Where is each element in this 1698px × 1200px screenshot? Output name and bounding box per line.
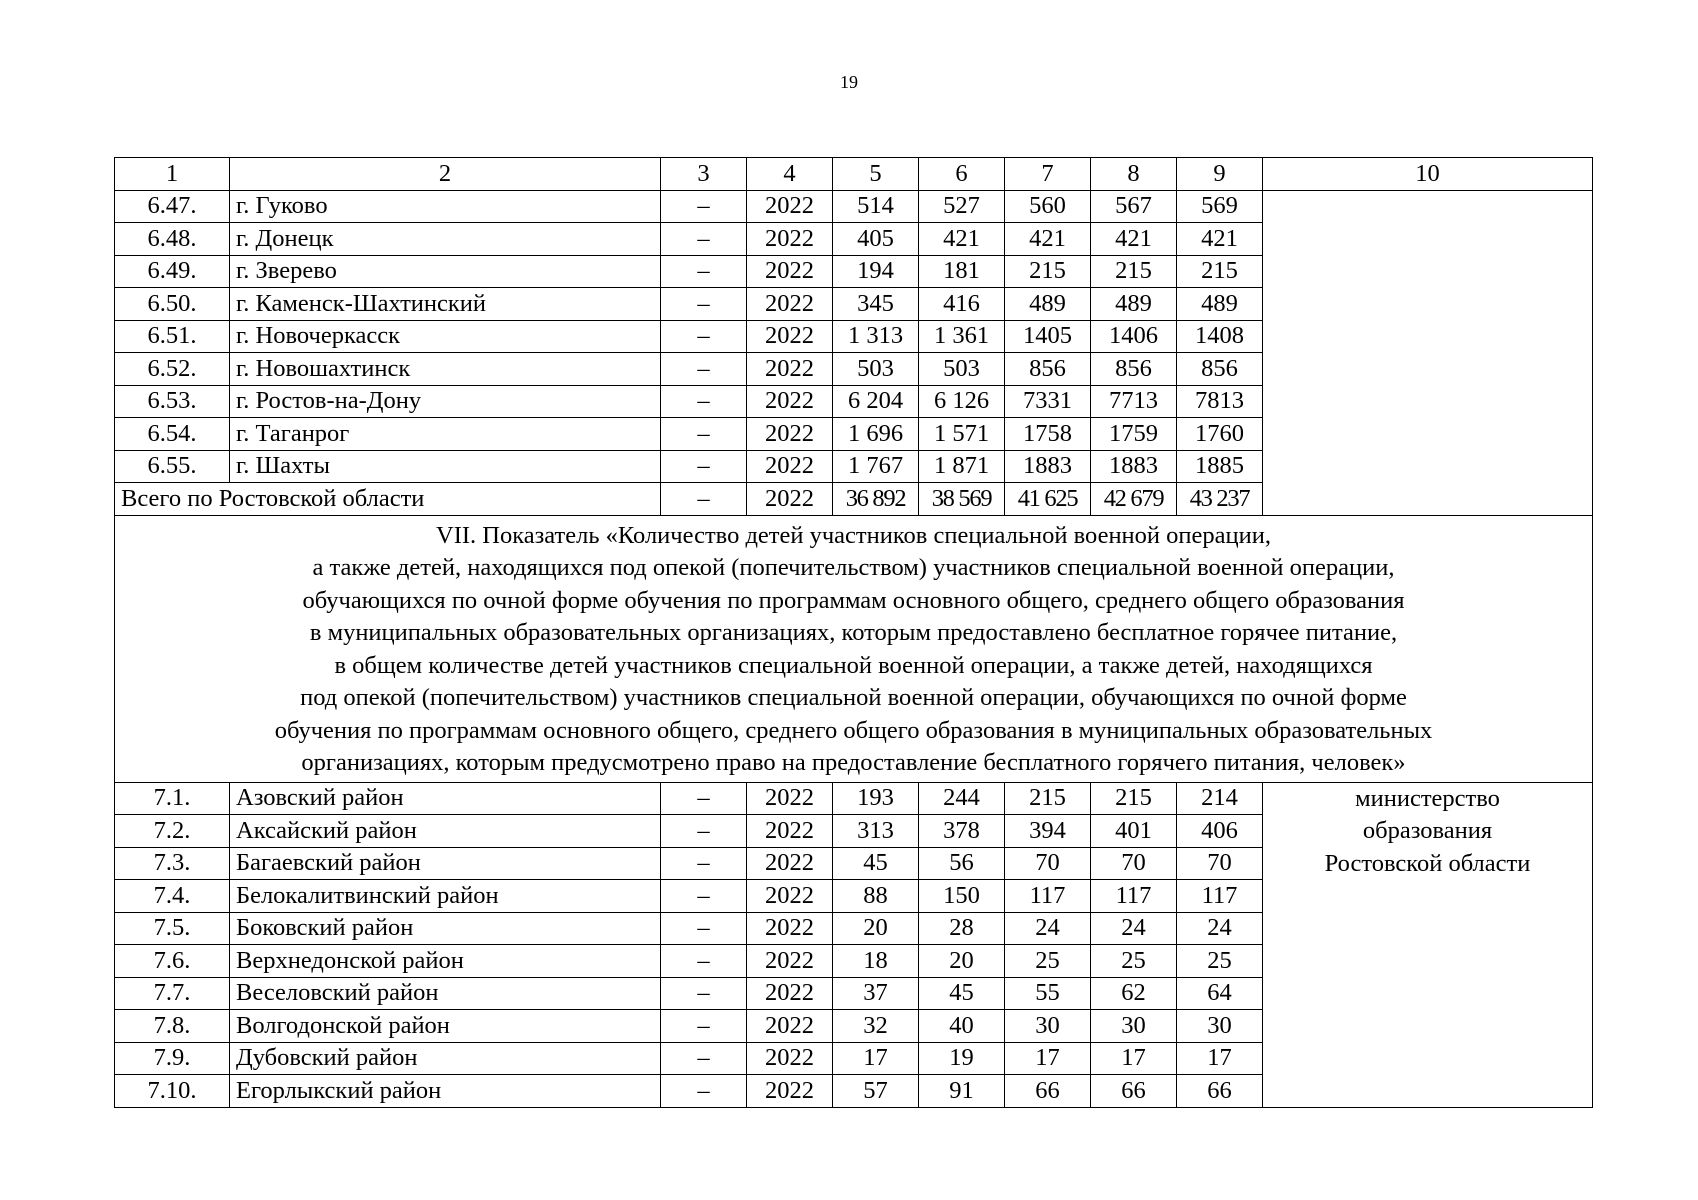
value-col-5: 88: [833, 880, 919, 913]
value-col-5: 514: [833, 190, 919, 223]
value-col-8: 30: [1091, 1010, 1177, 1043]
value-col-5: 32: [833, 1010, 919, 1043]
value-col-8: 7713: [1091, 385, 1177, 418]
value-col-5: 1 313: [833, 320, 919, 353]
responsible-authority-line: министерство: [1355, 784, 1500, 812]
municipality-name: Боковский район: [230, 912, 661, 945]
row-number: 7.1.: [115, 782, 230, 815]
column-3-value: –: [661, 450, 747, 483]
value-col-7: 1758: [1005, 418, 1091, 451]
value-col-7: 560: [1005, 190, 1091, 223]
responsible-authority-line: Ростовской области: [1324, 849, 1531, 877]
value-col-7: 24: [1005, 912, 1091, 945]
value-col-5: 45: [833, 847, 919, 880]
value-col-9: 489: [1177, 288, 1263, 321]
row-number: 7.5.: [115, 912, 230, 945]
municipality-name: г. Таганрог: [230, 418, 661, 451]
municipality-name: Веселовский район: [230, 977, 661, 1010]
base-year: 2022: [747, 847, 833, 880]
base-year: 2022: [747, 353, 833, 386]
base-year: 2022: [747, 1010, 833, 1043]
column-3-value: –: [661, 385, 747, 418]
municipality-name: Верхнедонской район: [230, 945, 661, 978]
value-col-7: 421: [1005, 223, 1091, 256]
column-number-5: 5: [833, 158, 919, 191]
municipality-name: г. Донецк: [230, 223, 661, 256]
value-col-7: 7331: [1005, 385, 1091, 418]
value-col-5: 345: [833, 288, 919, 321]
value-col-6: 181: [919, 255, 1005, 288]
value-col-8: 1883: [1091, 450, 1177, 483]
value-col-9: 1760: [1177, 418, 1263, 451]
value-col-8: 25: [1091, 945, 1177, 978]
row-number: 7.4.: [115, 880, 230, 913]
column-3-value: –: [661, 223, 747, 256]
value-col-9: 25: [1177, 945, 1263, 978]
section-title-line: обучающихся по очной форме обучения по программам основного общего, среднего общего образования: [302, 586, 1405, 614]
value-col-9: 406: [1177, 815, 1263, 848]
value-col-6: 416: [919, 288, 1005, 321]
value-col-6: 378: [919, 815, 1005, 848]
row-number: 6.55.: [115, 450, 230, 483]
base-year: 2022: [747, 1042, 833, 1075]
row-number: 6.52.: [115, 353, 230, 386]
base-year: 2022: [747, 782, 833, 815]
column-3-value: –: [661, 288, 747, 321]
value-col-6: 1 871: [919, 450, 1005, 483]
municipality-name: Аксайский район: [230, 815, 661, 848]
value-col-5: 18: [833, 945, 919, 978]
table-row: [115, 782, 1593, 815]
value-col-8: 62: [1091, 977, 1177, 1010]
value-col-7: 117: [1005, 880, 1091, 913]
municipality-name: Азовский район: [230, 782, 661, 815]
value-col-7: 489: [1005, 288, 1091, 321]
value-col-7: 66: [1005, 1075, 1091, 1108]
column-3-value: –: [661, 912, 747, 945]
value-col-8: 24: [1091, 912, 1177, 945]
value-col-7: 215: [1005, 255, 1091, 288]
municipality-name: Волгодонской район: [230, 1010, 661, 1043]
value-col-6: 1 571: [919, 418, 1005, 451]
value-col-5: 194: [833, 255, 919, 288]
municipality-name: г. Гуково: [230, 190, 661, 223]
total-c3: –: [661, 483, 747, 516]
base-year: 2022: [747, 880, 833, 913]
value-col-7: 1883: [1005, 450, 1091, 483]
total-label: Всего по Ростовской области: [115, 483, 661, 516]
municipality-name: Белокалитвинский район: [230, 880, 661, 913]
value-col-9: 569: [1177, 190, 1263, 223]
value-col-7: 394: [1005, 815, 1091, 848]
column-3-value: –: [661, 880, 747, 913]
municipality-name: г. Новошахтинск: [230, 353, 661, 386]
column-3-value: –: [661, 190, 747, 223]
responsible-authority-cell: [1263, 782, 1593, 1107]
column-3-value: –: [661, 418, 747, 451]
indicator-table: [114, 157, 1593, 1108]
value-col-6: 91: [919, 1075, 1005, 1108]
row-number: 6.50.: [115, 288, 230, 321]
header-row: [115, 158, 1593, 191]
row-number: 7.7.: [115, 977, 230, 1010]
base-year: 2022: [747, 190, 833, 223]
row-number: 6.53.: [115, 385, 230, 418]
column-3-value: –: [661, 1010, 747, 1043]
value-col-5: 20: [833, 912, 919, 945]
value-col-9: 215: [1177, 255, 1263, 288]
value-col-6: 20: [919, 945, 1005, 978]
base-year: 2022: [747, 223, 833, 256]
value-col-9: 70: [1177, 847, 1263, 880]
value-col-6: 56: [919, 847, 1005, 880]
column-number-9: 9: [1177, 158, 1263, 191]
column-number-6: 6: [919, 158, 1005, 191]
value-col-7: 856: [1005, 353, 1091, 386]
value-col-5: 17: [833, 1042, 919, 1075]
base-year: 2022: [747, 1075, 833, 1108]
value-col-5: 57: [833, 1075, 919, 1108]
total-v5: 36 892: [833, 483, 919, 516]
total-v6: 38 569: [919, 483, 1005, 516]
column-number-7: 7: [1005, 158, 1091, 191]
section-title-line: обучения по программам основного общего, среднего общего образования в муниципальных образовательных: [274, 716, 1433, 744]
value-col-7: 215: [1005, 782, 1091, 815]
municipality-name: Егорлыкский район: [230, 1075, 661, 1108]
value-col-8: 489: [1091, 288, 1177, 321]
value-col-6: 421: [919, 223, 1005, 256]
value-col-6: 1 361: [919, 320, 1005, 353]
column-number-1: 1: [115, 158, 230, 191]
value-col-6: 40: [919, 1010, 1005, 1043]
value-col-8: 70: [1091, 847, 1177, 880]
value-col-9: 66: [1177, 1075, 1263, 1108]
value-col-6: 244: [919, 782, 1005, 815]
section-title-line: под опекой (попечительством) участников специальной военной операции, обучающихся по очной форме: [300, 684, 1407, 711]
value-col-8: 856: [1091, 353, 1177, 386]
value-col-5: 313: [833, 815, 919, 848]
value-col-8: 421: [1091, 223, 1177, 256]
value-col-6: 28: [919, 912, 1005, 945]
value-col-8: 401: [1091, 815, 1177, 848]
base-year: 2022: [747, 255, 833, 288]
value-col-9: 7813: [1177, 385, 1263, 418]
municipality-name: Дубовский район: [230, 1042, 661, 1075]
row-number: 7.2.: [115, 815, 230, 848]
value-col-8: 66: [1091, 1075, 1177, 1108]
column-3-value: –: [661, 945, 747, 978]
row-number: 7.6.: [115, 945, 230, 978]
column-3-value: –: [661, 782, 747, 815]
row-number: 7.3.: [115, 847, 230, 880]
value-col-5: 405: [833, 223, 919, 256]
value-col-9: 1885: [1177, 450, 1263, 483]
value-col-8: 567: [1091, 190, 1177, 223]
municipality-name: г. Новочеркасск: [230, 320, 661, 353]
responsible-authority-line: образования: [1362, 817, 1493, 844]
column-3-value: –: [661, 255, 747, 288]
row-number: 7.9.: [115, 1042, 230, 1075]
total-v8: 42 679: [1091, 483, 1177, 516]
page-number: 19: [840, 72, 858, 92]
value-col-6: 45: [919, 977, 1005, 1010]
municipality-name: г. Ростов-на-Дону: [230, 385, 661, 418]
value-col-9: 117: [1177, 880, 1263, 913]
value-col-8: 1759: [1091, 418, 1177, 451]
column-3-value: –: [661, 353, 747, 386]
column-number-2: 2: [230, 158, 661, 191]
value-col-5: 1 767: [833, 450, 919, 483]
section-title-line: VII. Показатель «Количество детей участников специальной военной операции,: [436, 521, 1271, 549]
column-3-value: –: [661, 815, 747, 848]
value-col-5: 6 204: [833, 385, 919, 418]
total-v7: 41 625: [1005, 483, 1091, 516]
column-number-10: 10: [1263, 158, 1593, 191]
column-number-4: 4: [747, 158, 833, 191]
column-3-value: –: [661, 1075, 747, 1108]
value-col-9: 214: [1177, 782, 1263, 815]
row-number: 6.51.: [115, 320, 230, 353]
value-col-8: 215: [1091, 255, 1177, 288]
value-col-6: 6 126: [919, 385, 1005, 418]
value-col-7: 30: [1005, 1010, 1091, 1043]
value-col-5: 503: [833, 353, 919, 386]
column-3-value: –: [661, 320, 747, 353]
base-year: 2022: [747, 912, 833, 945]
value-col-7: 1405: [1005, 320, 1091, 353]
total-year: 2022: [747, 483, 833, 516]
municipality-name: г. Шахты: [230, 450, 661, 483]
value-col-7: 25: [1005, 945, 1091, 978]
value-col-9: 64: [1177, 977, 1263, 1010]
row-number: 6.49.: [115, 255, 230, 288]
base-year: 2022: [747, 945, 833, 978]
section-title-row: [115, 515, 1593, 782]
base-year: 2022: [747, 815, 833, 848]
column-3-value: –: [661, 1042, 747, 1075]
value-col-6: 503: [919, 353, 1005, 386]
municipality-name: г. Каменск-Шахтинский: [230, 288, 661, 321]
row-number: 6.47.: [115, 190, 230, 223]
row-number: 6.54.: [115, 418, 230, 451]
value-col-9: 24: [1177, 912, 1263, 945]
value-col-5: 37: [833, 977, 919, 1010]
value-col-7: 17: [1005, 1042, 1091, 1075]
section-title-line: в муниципальных образовательных организациях, которым предоставлено бесплатное горячее питание,: [309, 619, 1398, 646]
section-title-line: а также детей, находящихся под опекой (попечительством) участников специальной военной операции,: [312, 554, 1395, 581]
value-col-8: 215: [1091, 782, 1177, 815]
section-title-line: организациях, которым предусмотрено право на предоставление бесплатного горячего питания, человек»: [301, 749, 1406, 776]
column-number-8: 8: [1091, 158, 1177, 191]
value-col-6: 19: [919, 1042, 1005, 1075]
total-v9: 43 237: [1177, 483, 1263, 516]
value-col-7: 70: [1005, 847, 1091, 880]
responsible-authority-cell: [1263, 190, 1593, 515]
value-col-9: 856: [1177, 353, 1263, 386]
value-col-8: 1406: [1091, 320, 1177, 353]
value-col-9: 421: [1177, 223, 1263, 256]
section-title: [115, 515, 1593, 782]
value-col-5: 1 696: [833, 418, 919, 451]
value-col-9: 17: [1177, 1042, 1263, 1075]
section-title-line: в общем количестве детей участников специальной военной операции, а также детей, находящихся: [334, 651, 1373, 679]
base-year: 2022: [747, 977, 833, 1010]
column-3-value: –: [661, 977, 747, 1010]
base-year: 2022: [747, 418, 833, 451]
column-3-value: –: [661, 847, 747, 880]
value-col-9: 1408: [1177, 320, 1263, 353]
row-number: 7.8.: [115, 1010, 230, 1043]
municipality-name: Багаевский район: [230, 847, 661, 880]
table-row: [115, 190, 1593, 223]
row-number: 7.10.: [115, 1075, 230, 1108]
base-year: 2022: [747, 320, 833, 353]
base-year: 2022: [747, 385, 833, 418]
municipality-name: г. Зверево: [230, 255, 661, 288]
value-col-9: 30: [1177, 1010, 1263, 1043]
value-col-5: 193: [833, 782, 919, 815]
value-col-6: 527: [919, 190, 1005, 223]
value-col-8: 17: [1091, 1042, 1177, 1075]
value-col-8: 117: [1091, 880, 1177, 913]
value-col-6: 150: [919, 880, 1005, 913]
column-number-3: 3: [661, 158, 747, 191]
base-year: 2022: [747, 288, 833, 321]
row-number: 6.48.: [115, 223, 230, 256]
base-year: 2022: [747, 450, 833, 483]
value-col-7: 55: [1005, 977, 1091, 1010]
